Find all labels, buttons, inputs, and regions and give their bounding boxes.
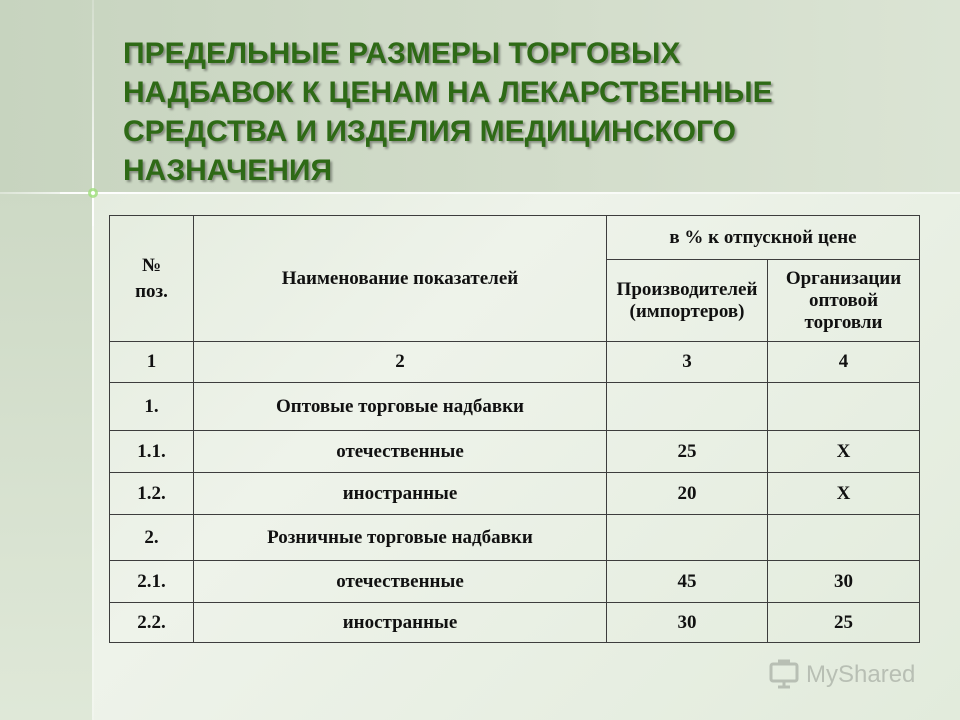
left-strip (0, 192, 92, 720)
row-pos: 1.1. (110, 431, 194, 473)
column-number-row (110, 342, 920, 383)
header-name: Наименование показателей (194, 216, 607, 342)
row-wholesale (768, 383, 920, 431)
table-row (110, 383, 920, 431)
row-pos: 2.2. (110, 603, 194, 643)
col-number: 1 (110, 342, 194, 383)
watermark (768, 656, 915, 694)
row-wholesale: Х (768, 473, 920, 515)
col-number: 4 (768, 342, 920, 383)
row-pos: 2.1. (110, 561, 194, 603)
header-pos: № поз. (110, 216, 194, 342)
table-row (110, 603, 920, 643)
markup-table (109, 215, 920, 643)
table-row (110, 515, 920, 561)
watermark-text: MyShared (806, 661, 916, 688)
row-producers: 20 (607, 473, 768, 515)
table-row (110, 431, 920, 473)
row-wholesale: 30 (768, 561, 920, 603)
table-header-row (110, 216, 920, 260)
decor-horizontal-line (0, 192, 960, 194)
row-name: отечественные (194, 561, 607, 603)
row-producers (607, 383, 768, 431)
row-name: иностранные (194, 473, 607, 515)
row-name: отечественные (194, 431, 607, 473)
table-row (110, 561, 920, 603)
row-name: иностранные (194, 603, 607, 643)
row-wholesale: 25 (768, 603, 920, 643)
row-pos: 2. (110, 515, 194, 561)
col-number: 2 (194, 342, 607, 383)
col-number: 3 (607, 342, 768, 383)
row-name: Розничные торговые надбавки (194, 515, 607, 561)
header-percent: в % к отпускной цене (607, 216, 920, 260)
header-wholesale: Организации оптовой торговли (768, 260, 920, 342)
row-producers (607, 515, 768, 561)
row-producers: 25 (607, 431, 768, 473)
row-wholesale (768, 515, 920, 561)
row-pos: 1. (110, 383, 194, 431)
header-producers: Производителей (импортеров) (607, 260, 768, 342)
row-name: Оптовые торговые надбавки (194, 383, 607, 431)
slide-title: ПРЕДЕЛЬНЫЕ РАЗМЕРЫ ТОРГОВЫХ НАДБАВОК К ЦЕНАМ НА ЛЕКАРСТВЕННЫЕ СРЕДСТВА И ИЗДЕЛИЯ МЕДИЦИНСКОГО НАЗНАЧЕНИЯ (123, 37, 773, 187)
row-pos: 1.2. (110, 473, 194, 515)
row-wholesale: Х (768, 431, 920, 473)
row-producers: 45 (607, 561, 768, 603)
row-producers: 30 (607, 603, 768, 643)
table-row (110, 473, 920, 515)
decor-vertical-line (92, 0, 94, 720)
presentation-screen-icon (768, 659, 800, 691)
